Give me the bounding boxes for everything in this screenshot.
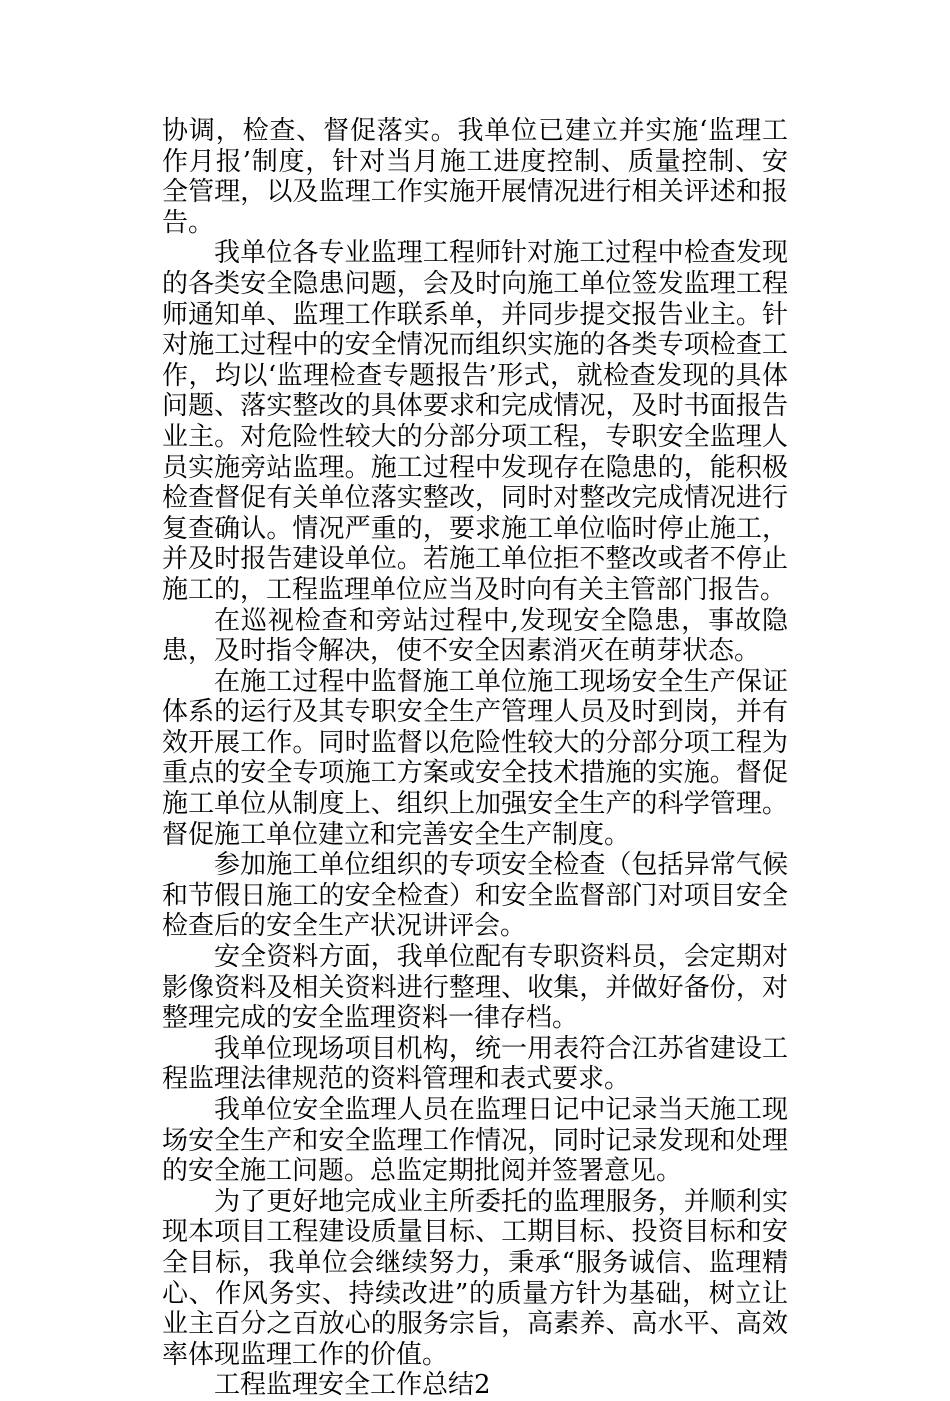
paragraph-supervision-system: 在施工过程中监督施工单位施工现场安全生产保证体系的运行及其专职安全生产管理人员及时到岗，并有效开展工作。同时监督以危险性较大的分部分项工程为重点的安全专项施工方案或安全技术措施的实施。督促施工单位从制度上、组织上加强安全生产的科学管理。督促施工单位建立和完善安全生产制度。 [162, 666, 788, 850]
section-heading: 工程监理安全工作总结2 [214, 1370, 491, 1401]
paragraph-safety-check-meetings: 参加施工单位组织的专项安全检查（包括异常气候和节假日施工的安全检查）和安全监督部门对项目安全检查后的安全生产状况讲评会。 [162, 850, 788, 942]
paragraph-project-forms: 我单位现场项目机构，统一用表符合江苏省建设工程监理法律规范的资料管理和表式要求。 [162, 1033, 788, 1095]
paragraph-hazard-reporting: 我单位各专业监理工程师针对施工过程中检查发现的各类安全隐患问题，会及时向施工单位签发监理工程师通知单、监理工作联系单，并同步提交报告业主。针对施工过程中的安全情况而组织实施的各类专项检查工作，均以‘监理检查专题报告’形式，就检查发现的具体问题、落实整改的具体要求和完成情况，及时书面报告业主。对危险性较大的分部分项工程，专职安全监理人员实施旁站监理。施工过程中发现存在隐患的，能积极检查督促有关单位落实整改，同时对整改完成情况进行复查确认。情况严重的，要求施工单位临时停止施工，并及时报告建设单位。若施工单位拒不整改或者不停止施工的，工程监理单位应当及时向有关主管部门报告。 [162, 238, 788, 605]
paragraph-safety-records: 安全资料方面，我单位配有专职资料员，会定期对影像资料及相关资料进行整理、收集，并做好备份，对整理完成的安全监理资料一律存档。 [162, 942, 788, 1034]
paragraph-conclusion: 为了更好地完成业主所委托的监理服务，并顺利实现本项目工程建设质量目标、工期目标、投资目标和安全目标，我单位会继续努力，秉承“服务诚信、监理精心、作风务实、持续改进”的质量方针为基础，树立让业主百分之百放心的服务宗旨，高素养、高水平、高效率体现监理工作的价值。 [162, 1186, 788, 1370]
paragraph-supervision-diary: 我单位安全监理人员在监理日记中记录当天施工现场安全生产和安全监理工作情况，同时记录发现和处理的安全施工问题。总监定期批阅并签署意见。 [162, 1095, 788, 1187]
paragraph-patrol-inspection: 在巡视检查和旁站过程中,发现安全隐患，事故隐患，及时指令解决，使不安全因素消灭在萌芽状态。 [162, 605, 788, 667]
paragraph-continuation: 协调，检查、督促落实。我单位已建立并实施‘监理工作月报’制度，针对当月施工进度控制、质量控制、安全管理，以及监理工作实施开展情况进行相关评述和报告。 [162, 116, 788, 238]
document-page [162, 116, 788, 1401]
